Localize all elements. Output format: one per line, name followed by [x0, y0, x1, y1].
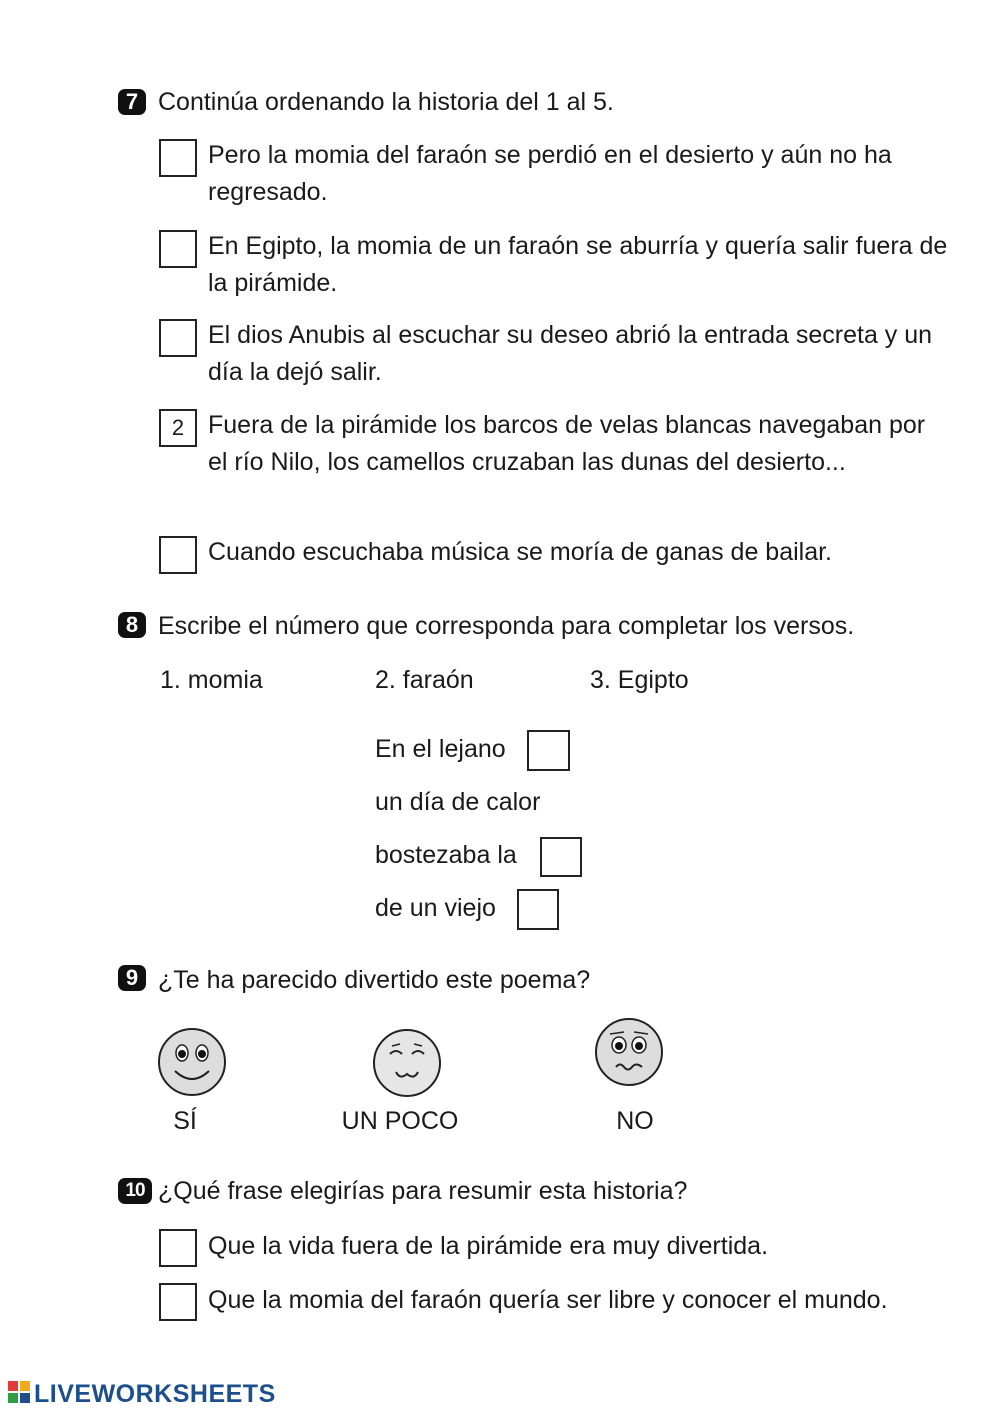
face-label-no: NO: [616, 1107, 654, 1135]
face-label-si: SÍ: [173, 1107, 197, 1135]
order-box-4[interactable]: 2: [159, 409, 197, 447]
story-sentence-5: Cuando escuchaba música se moría de ganas de bailar.: [208, 538, 832, 566]
story-sentence-1: Pero la momia del faraón se perdió en el desierto y aún no ha regresado.: [208, 141, 892, 206]
liveworksheets-logo-icon: [8, 1381, 30, 1408]
verse-answer-box-3[interactable]: [517, 889, 559, 930]
order-box-3[interactable]: [159, 319, 197, 357]
question-number-7: 7: [118, 89, 146, 115]
question-number-8: 8: [118, 612, 146, 638]
summary-choice-1: Que la vida fuera de la pirámide era muy divertida.: [208, 1232, 769, 1260]
summary-choice-box-1[interactable]: [159, 1229, 197, 1267]
liveworksheets-logo-text: LIVEWORKSHEETS: [34, 1380, 276, 1408]
question-number-9: 9: [118, 965, 146, 991]
order-box-1[interactable]: [159, 139, 197, 177]
story-sentence-3: El dios Anubis al escuchar su deseo abrió la entrada secreta y un día la dejó salir.: [208, 321, 933, 386]
verse-line-1: En el lejano: [375, 735, 506, 763]
option-egipto: 3. Egipto: [590, 666, 689, 694]
summary-choice-box-2[interactable]: [159, 1283, 197, 1321]
option-momia: 1. momia: [160, 666, 263, 694]
question-8-title: Escribe el número que corresponda para completar los versos.: [158, 612, 855, 640]
story-sentence-2: En Egipto, la momia de un faraón se aburría y quería salir fuera de la pirámide.: [208, 232, 948, 297]
order-box-2[interactable]: [159, 230, 197, 268]
question-7-title: Continúa ordenando la historia del 1 al 5.: [158, 88, 614, 116]
happy-face-icon[interactable]: [157, 1027, 227, 1102]
verse-answer-box-1[interactable]: [527, 730, 570, 771]
verse-line-4: de un viejo: [375, 894, 496, 922]
story-sentence-4: Fuera de la pirámide los barcos de velas blancas navegaban por el río Nilo, los camellos cruzaban las dunas del desierto...: [208, 411, 926, 476]
verse-line-3: bostezaba la: [375, 841, 517, 869]
order-box-5[interactable]: [159, 536, 197, 574]
worried-face-icon[interactable]: [594, 1017, 664, 1092]
liveworksheets-logo[interactable]: [8, 1380, 276, 1409]
content-face-icon[interactable]: [372, 1028, 442, 1103]
question-10-title: ¿Qué frase elegirías para resumir esta historia?: [158, 1177, 688, 1205]
verse-answer-box-2[interactable]: [540, 837, 582, 877]
option-faraon: 2. faraón: [375, 666, 474, 694]
question-number-10: 10: [118, 1178, 152, 1204]
summary-choice-2: Que la momia del faraón quería ser libre y conocer el mundo.: [208, 1286, 888, 1314]
face-label-un-poco: UN POCO: [341, 1107, 459, 1135]
verse-line-2: un día de calor: [375, 788, 541, 816]
question-9-title: ¿Te ha parecido divertido este poema?: [158, 966, 591, 994]
